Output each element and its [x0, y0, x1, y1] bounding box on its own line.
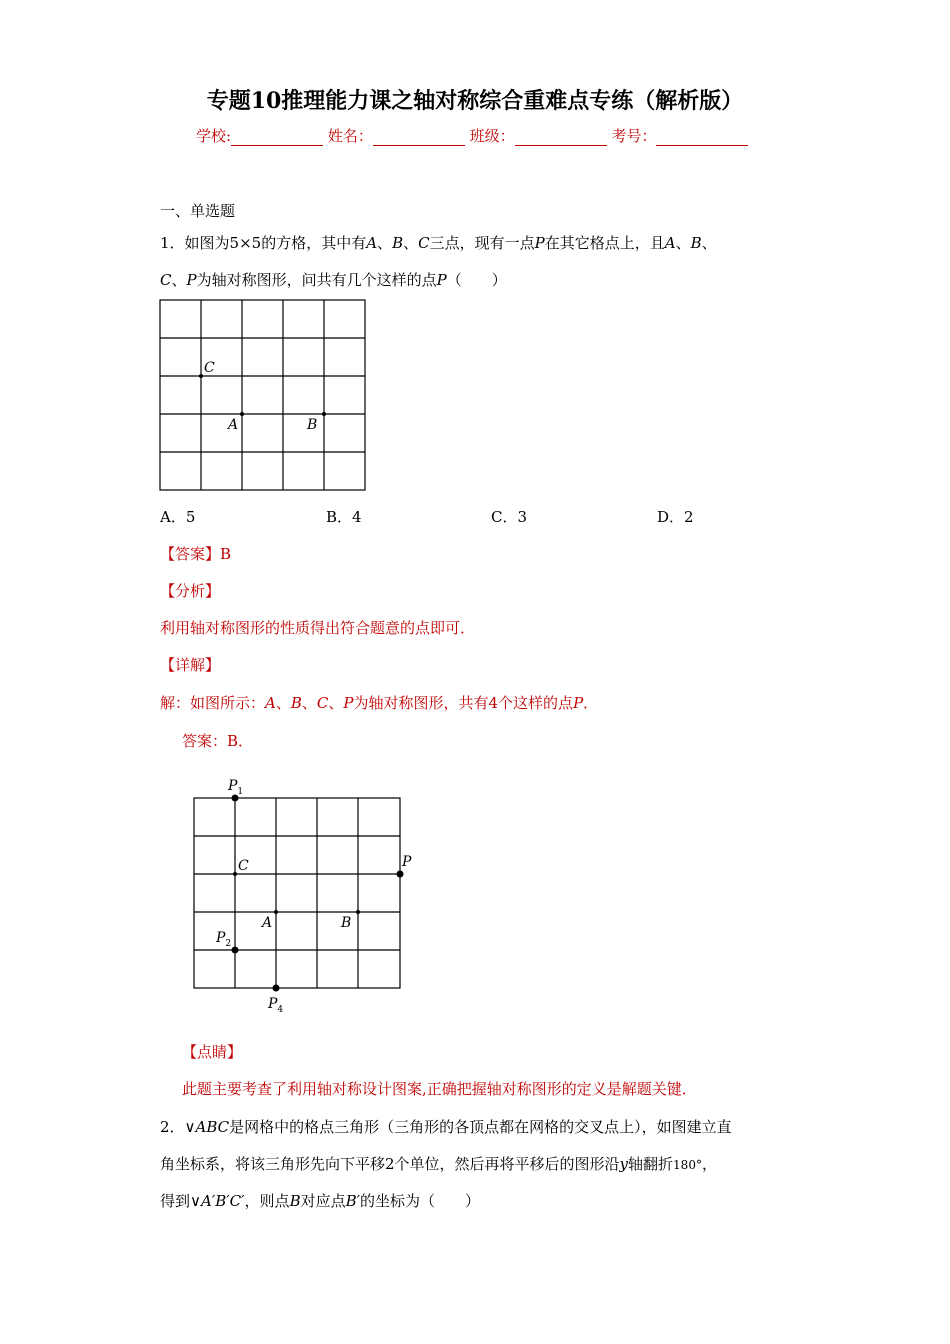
- sep: 、: [675, 234, 691, 252]
- var-p: P: [436, 271, 447, 289]
- detail-mid: 为轴对称图形，共有4个这样的点: [353, 694, 574, 712]
- label-p1: $P_1$: [228, 778, 244, 797]
- q2-number: 2．: [160, 1118, 185, 1136]
- var-c: C: [418, 234, 430, 252]
- q1-solution-figure: [190, 770, 420, 1020]
- name-blank[interactable]: [373, 129, 465, 146]
- point-a: [274, 910, 278, 914]
- q2-text: 角坐标系，将该三角形先向下平移2个单位，然后再将平移后的图形沿: [160, 1155, 620, 1173]
- point-c: [233, 872, 237, 876]
- point-p: [397, 871, 404, 878]
- q1-text: 三点，现有一点: [429, 234, 535, 252]
- var-p: P: [186, 271, 197, 289]
- label-a: A: [228, 417, 239, 433]
- exam-no-blank[interactable]: [656, 129, 748, 146]
- point-a: [240, 412, 244, 416]
- section-heading: 一、单选题: [160, 202, 236, 220]
- exam-no-label: 考号：: [611, 127, 657, 145]
- q2-text: 轴翻折: [628, 1155, 674, 1173]
- school-label: 学校:: [196, 127, 232, 145]
- q2-text: 是网格中的格点三角形（三角形的各顶点都在网格的交叉点上），如图建立直: [229, 1118, 732, 1136]
- comment-text: 此题主要考查了利用轴对称设计图案,正确把握轴对称图形的定义是解题关键．: [182, 1080, 697, 1098]
- label-p: P: [402, 854, 412, 870]
- label-a: A: [262, 915, 273, 931]
- q2-text: 的坐标为（ ）: [360, 1192, 481, 1210]
- point-b: [322, 412, 326, 416]
- q1-text: 为轴对称图形，问共有几个这样的点: [196, 271, 437, 289]
- var-a: A: [366, 234, 378, 252]
- class-label: 班级：: [469, 127, 515, 145]
- q1-grid-figure: [158, 298, 370, 494]
- var-a: A: [664, 234, 676, 252]
- label-b: B: [341, 915, 352, 931]
- label-c: C: [204, 360, 215, 376]
- var-p: P: [573, 694, 584, 712]
- var-b: B: [290, 694, 302, 712]
- grid-lines: [194, 798, 400, 988]
- detail-end: ．: [583, 694, 599, 712]
- var-y: y: [619, 1155, 629, 1173]
- sep: 、: [403, 234, 419, 252]
- q1-line1: [160, 232, 717, 253]
- option-a[interactable]: A．5: [160, 508, 196, 526]
- q2-line3: [160, 1190, 480, 1211]
- q2-text: 对应点: [300, 1192, 346, 1210]
- name-label: 姓名：: [327, 127, 373, 145]
- var-c: C: [160, 271, 172, 289]
- var-b: B: [690, 234, 702, 252]
- q2-text: 得到: [160, 1192, 191, 1210]
- point-p2: [232, 947, 239, 954]
- page-title: 专题10推理能力课之轴对称综合重难点专练（解析版）: [206, 88, 744, 114]
- sep: 、: [328, 694, 344, 712]
- q1-line2: [160, 269, 507, 290]
- answer-label: 【答案】B: [160, 545, 232, 563]
- q2-text: ，则点: [244, 1192, 290, 1210]
- triangle-abc-prime: ∨A′B′C′: [190, 1192, 245, 1210]
- var-a: A: [265, 694, 276, 712]
- label-p2: $P_2$: [216, 930, 232, 949]
- label-p4: $P_4$: [268, 996, 284, 1015]
- point-b: [356, 910, 360, 914]
- option-d[interactable]: D．2: [657, 508, 694, 526]
- label-c: C: [238, 858, 249, 874]
- q1-text: 1．如图为5×5的方格，其中有: [160, 234, 367, 252]
- answer-line: 答案：B．: [182, 732, 254, 750]
- school-blank[interactable]: [231, 129, 323, 146]
- q2-text: ，: [701, 1155, 717, 1173]
- sep: 、: [275, 694, 291, 712]
- detail-label: 【详解】: [160, 656, 221, 674]
- triangle-abc: ∨ABC: [184, 1118, 230, 1136]
- analysis-label: 【分析】: [160, 582, 221, 600]
- var-b-prime: B′: [345, 1192, 361, 1210]
- grid-lines: [160, 300, 365, 490]
- student-info-fields: [196, 125, 748, 146]
- sep: 、: [301, 694, 317, 712]
- point-p4: [273, 985, 280, 992]
- option-c[interactable]: C．3: [491, 508, 528, 526]
- class-blank[interactable]: [515, 129, 607, 146]
- comment-label: 【点睛】: [182, 1043, 243, 1061]
- option-b[interactable]: B．4: [326, 508, 362, 526]
- detail-text: [160, 692, 598, 713]
- var-b: B: [392, 234, 404, 252]
- sep: 、: [377, 234, 393, 252]
- sep: 、: [171, 271, 187, 289]
- q2-line2: [160, 1153, 717, 1174]
- detail-prefix: 解：如图所示：: [160, 694, 266, 712]
- var-p: P: [343, 694, 354, 712]
- degree-value: 180°: [673, 1158, 702, 1172]
- q1-paren: （ ）: [446, 271, 507, 289]
- var-c: C: [316, 694, 329, 712]
- var-b: B: [289, 1192, 301, 1210]
- q2-line1: [160, 1116, 732, 1137]
- label-b: B: [307, 417, 318, 433]
- var-p: P: [534, 234, 545, 252]
- q1-text: 在其它格点上，且: [544, 234, 665, 252]
- sep: 、: [701, 234, 717, 252]
- analysis-text: 利用轴对称图形的性质得出符合题意的点即可．: [160, 619, 476, 637]
- point-c: [199, 374, 203, 378]
